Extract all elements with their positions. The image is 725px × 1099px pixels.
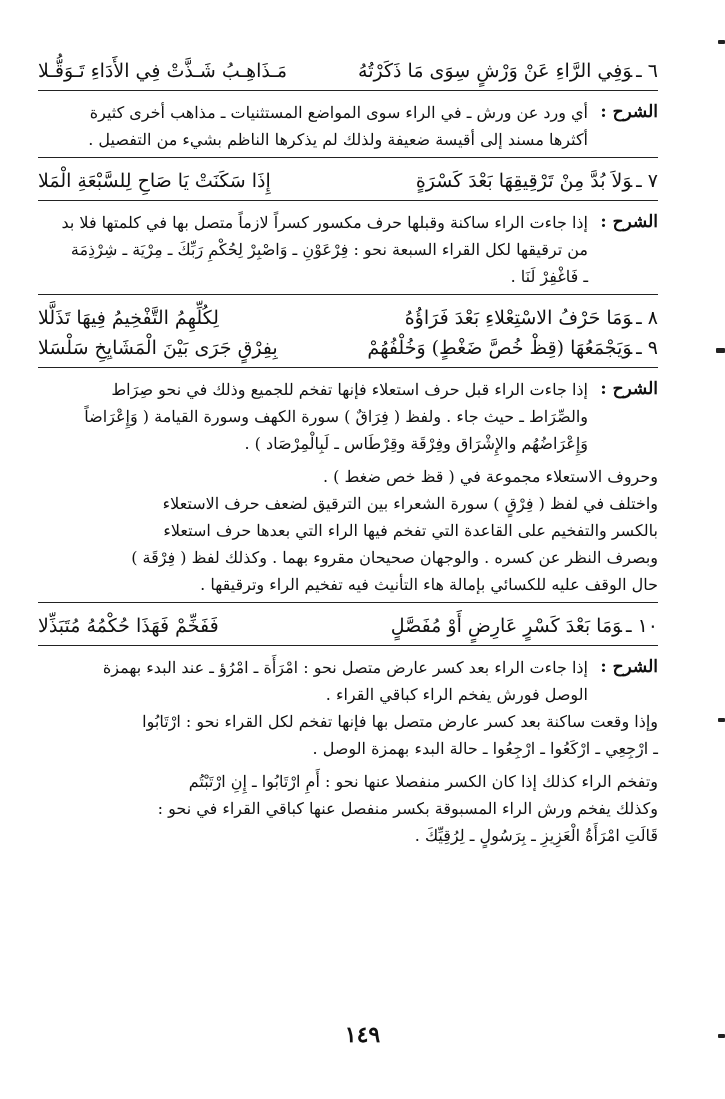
sharh-label: الشرح : [600, 657, 658, 677]
sharh-line: أي ورد عن ورش ـ في الراء سوى المواضع المستثنيات ـ مذاهب أخرى كثيرة [89, 103, 588, 122]
sharh-line: إذا جاءت الراء ساكنة وقبلها حرف مكسور كسراً لازماً متصل بها في كلمتها فلا بد [61, 213, 588, 232]
sharh-label: الشرح : [600, 212, 658, 232]
verse-8-first-hemistich [405, 303, 658, 333]
verse-9-first-hemistich [367, 333, 658, 363]
paragraph-line: ـ ارْجِعِي ـ ارْكَعُوا ـ ارْجِعُوا ـ حالة البدء بهمزة الوصل . [312, 739, 658, 758]
paragraph-istila-letters: وحروف الاستعلاء مجموعة في ( قظ خص ضغط ) . [322, 467, 658, 486]
separator-line [38, 294, 658, 295]
verse-9 [38, 333, 658, 363]
margin-mark [718, 40, 725, 44]
verse-6-first-hemistich [358, 56, 658, 86]
paragraph-line: قَالَتِ امْرَأَةُ الْعَزِيزِ ـ بِرَسُولٍ ـ لِرُقِيِّكَ . [414, 826, 658, 845]
verse-6-number: ٦ ـ [636, 60, 658, 82]
paragraph-line: واختلف في لفظ ( فِرْقٍ ) سورة الشعراء بين الترقيق لضعف حرف الاستعلاء [162, 494, 658, 513]
sharh-line: ـ فَاغْفِرْ لَنَا . [510, 267, 588, 286]
sharh-10 [38, 654, 658, 708]
verse-7-number: ٧ ـ [636, 170, 658, 192]
paragraph-line: بالكسر والتفخيم على القاعدة التي تفخم فيها الراء التي بعدها حرف استعلاء [163, 521, 658, 540]
verse-7 [38, 166, 658, 196]
sharh-7 [38, 209, 658, 290]
margin-mark [716, 348, 725, 353]
margin-mark [718, 718, 725, 722]
verse-8 [38, 303, 658, 333]
verse-10-h1-text: وَمَا بَعْدَ كَسْرٍ عَارِضٍ أَوْ مُفَصَّلٍ [390, 615, 622, 637]
verse-9-number: ٩ ـ [636, 337, 658, 359]
verse-6-second-hemistich: مَـذَاهِـبُ شَـذَّتْ فِي الأَدَاءِ تَـوَقُّـلا [38, 60, 288, 82]
margin-mark [718, 1034, 725, 1038]
sharh-line: إذا جاءت الراء بعد كسر عارض متصل نحو : امْرَأَة ـ امْرُؤ ـ عند البدء بهمزة [102, 658, 588, 677]
verse-7-h1-text: وَلاَ بُدَّ مِنْ تَرْقِيقِهَا بَعْدَ كَسْرَةٍ [415, 170, 633, 192]
paragraph-line: حال الوقف عليه للكسائي بإمالة هاء التأنيث فيه تفخيم الراء وترقيقها . [200, 575, 658, 594]
verse-10-first-hemistich [391, 611, 658, 641]
paragraph-line: وإذا وقعت ساكنة بعد كسر عارض متصل بها فإنها تفخم لكل القراء نحو : ارْتَابُوا [142, 712, 658, 731]
verse-8-second-hemistich: لِكُلِّهِمُ التَّفْخِيمُ فِيهَا تَذَلَّلا [38, 307, 219, 329]
separator-line [38, 157, 658, 158]
page-number: ١٤٩ [344, 1022, 381, 1048]
sharh-9 [38, 376, 658, 457]
verse-9-h1-text: وَيَجْمَعُهَا (قِظْ خُصَّ ضَغْطٍ) وَخُلْفُهُمْ [367, 337, 633, 359]
sharh-line: والصِّرَاط ـ حيث جاء . ولفظ ( فِرَاقٌ ) سورة الكهف وسورة القيامة ( وَإِعْرَاضاً [84, 407, 588, 426]
verse-6 [38, 56, 658, 86]
sharh-line: أكثرها مسند إلى أقيسة ضعيفة ولذلك لم يذكرها الناظم بشيء من التفصيل . [88, 130, 588, 149]
verse-10-second-hemistich: فَفَخِّمْ فَهَذَا حُكْمُهُ مُتَبَذِّلا [38, 615, 219, 637]
verse-6-h1-text: وَفِي الرَّاءِ عَنْ وَرْشٍ سِوَى مَا ذَكَرْتُهُ [358, 60, 633, 82]
sharh-line: وَإِعْرَاضُهُم والإِشْرَاق وفِرْقَة وقِرْطَاس ـ لَبِالْمِرْصَاد ) . [244, 434, 588, 453]
page-body [38, 56, 658, 849]
verse-9-second-hemistich: بِفِرْقٍ جَرَى بَيْنَ الْمَشَايِخِ سَلْسَلا [38, 337, 278, 359]
separator-line [38, 90, 658, 91]
sharh-line: من ترقيقها لكل القراء السبعة نحو : فِرْعَوْنِ ـ وَاصْبِرْ لِحُكْمِ رَبِّكَ ـ مِرْيَة ـ شِرْذِمَة [70, 240, 588, 259]
verse-10-number: ١٠ ـ [625, 615, 658, 637]
sharh-6 [38, 99, 658, 153]
paragraph-line: وبصرف النظر عن كسره . والوجهان صحيحان مقروء بهما . وكذلك لفظ ( فِرْقَة ) [131, 548, 658, 567]
verse-7-first-hemistich [416, 166, 658, 196]
separator-line [38, 200, 658, 201]
verse-8-number: ٨ ـ [636, 307, 658, 329]
sharh-label: الشرح : [600, 379, 658, 399]
separator-line [38, 367, 658, 368]
paragraph-line: وتفخم الراء كذلك إذا كان الكسر منفصلا عنها نحو : أَمِ ارْتَابُوا ـ إِنِ ارْتَبْتُم [188, 772, 658, 791]
verse-10 [38, 611, 658, 641]
sharh-line: إذا جاءت الراء قبل حرف استعلاء فإنها تفخم للجميع وذلك في نحو صِرَاط [111, 380, 588, 399]
separator-line [38, 602, 658, 603]
sharh-label: الشرح : [600, 102, 658, 122]
paragraph-line: وكذلك يفخم ورش الراء المسبوقة بكسر منفصل عنها كباقي القراء في نحو : [157, 799, 658, 818]
separator-line [38, 645, 658, 646]
sharh-line: الوصل فورش يفخم الراء كباقي القراء . [325, 685, 588, 704]
verse-8-h1-text: وَمَا حَرْفُ الاسْتِعْلاءِ بَعْدَ فَرَاؤُهُ [404, 307, 633, 329]
verse-7-second-hemistich: إِذَا سَكَنَتْ يَا صَاحِ لِلسَّبْعَةِ الْمَلا [38, 170, 271, 192]
